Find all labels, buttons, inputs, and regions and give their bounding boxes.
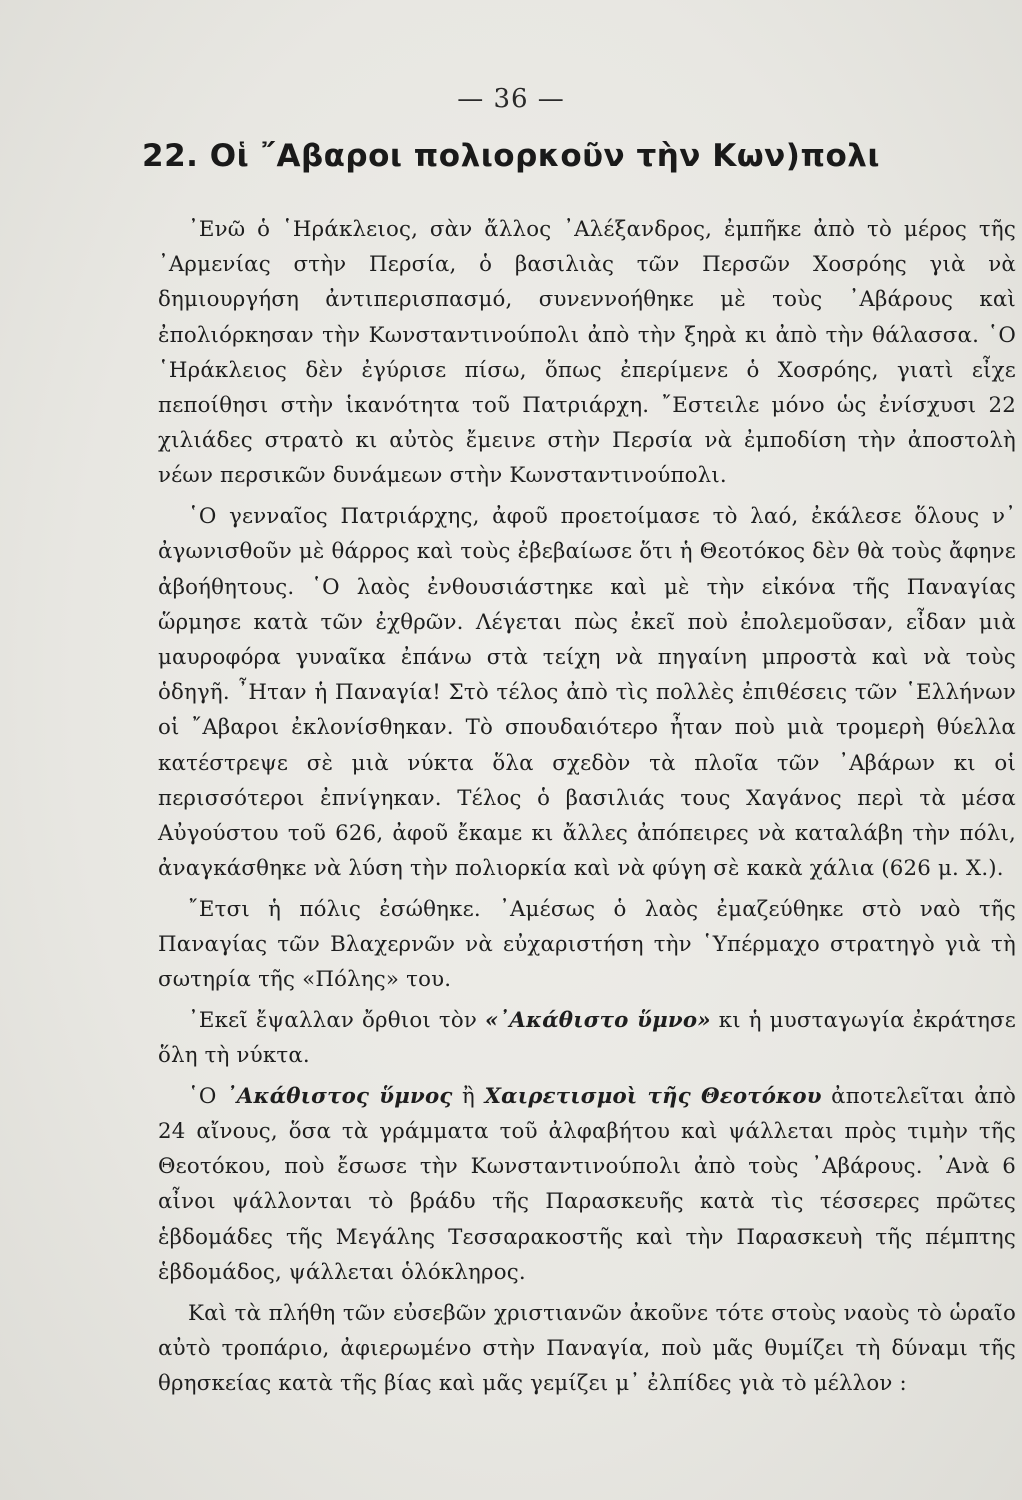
akathist-emphasis: ᾿Ακάθιστος ὕμνος <box>225 1083 453 1109</box>
paragraph-5-mid: ἢ <box>452 1083 485 1109</box>
paragraph-5 <box>158 1079 1016 1290</box>
page-number: — 36 — <box>457 84 565 114</box>
paragraph-2: ῾Ο γενναῖος Πατριάρχης, ἀφοῦ προετοίμασε τὸ λαό, ἐκάλεσε ὅλους ν᾿ ἀγωνισθοῦν μὲ θάρρος καὶ τοὺς ἐβεβαίωσε ὅτι ἡ Θεοτόκος δὲν θὰ τοὺς ἄφηνε ἀβοήθητους. ῾Ο λαὸς ἐνθουσιάστηκε καὶ μὲ τὴν εἰκόνα τῆς Παναγίας ὥρμησε κατὰ τῶν ἐχθρῶν. Λέγεται πὼς ἐκεῖ ποὺ ἐπολεμοῦσαν, εἶδαν μιὰ μαυροφόρα γυναῖκα ἐπάνω στὰ τείχη νὰ πηγαίνη μπροστὰ καὶ νὰ τοὺς ὁδηγῆ. ῏Ηταν ἡ Παναγία! Στὸ τέλος ἀπὸ τὶς πολλὲς ἐπιθέσεις τῶν ῾Ελλήνων οἱ ῎Αβαροι ἐκλονίσθηκαν. Τὸ σπουδαιότερο ἦταν ποὺ μιὰ τρομερὴ θύελλα κατέστρεψε σὲ μιὰ νύκτα ὅλα σχεδὸν τὰ πλοῖα τῶν ᾿Αβάρων κι οἱ περισσότεροι ἐπνίγηκαν. Τέλος ὁ βασιλιάς τους Χαγάνος περὶ τὰ μέσα Αὐγούστου τοῦ 626, ἀφοῦ ἔκαμε κι ἄλλες ἀπόπειρες νὰ καταλάβη τὴν πόλι, ἀναγκάσθηκε νὰ λύση τὴν πολιορκία καὶ νὰ φύγη σὲ κακὰ χάλια (626 μ. Χ.). <box>158 504 1016 882</box>
paragraph-5-pre: ῾Ο <box>188 1083 226 1109</box>
paragraph-4 <box>158 1003 1016 1073</box>
paragraph-6: Καὶ τὰ πλήθη τῶν εὐσεβῶν χριστιανῶν ἀκοῦνε τότε στοὺς ναοὺς τὸ ὡραῖο αὐτὸ τροπάριο, ἀφιερωμένο στὴν Παναγία, ποὺ μᾶς θυμίζει τὴ δύναμι τῆς θρησκείας κατὰ τῆς βίας καὶ μᾶς γεμίζει μ᾿ ἐλπίδες γιὰ τὸ μέλλον : <box>158 1300 1016 1396</box>
paragraph-4-post: κι ἡ μυσταγωγία ἐκράτησε ὅλη τὴ νύκτα. <box>158 1007 1017 1069</box>
body-text <box>158 212 1016 1401</box>
paragraph-3: ῎Ετσι ἡ πόλις ἐσώθηκε. ᾿Αμέσως ὁ λαὸς ἐμαζεύθηκε στὸ ναὸ τῆς Παναγίας τῶν Βλαχερνῶν νὰ εὐχαριστήση τὴν ῾Υπέρμαχο στρατηγὸ γιὰ τὴ σωτηρία τῆς «Πόλης» του. <box>158 896 1016 993</box>
paragraph-5-post: ἀποτελεῖται ἀπὸ 24 αἴνους, ὅσα τὰ γράμματα τοῦ ἀλφαβήτου καὶ ψάλλεται πρὸς τιμὴν τῆς Θεοτόκου, ποὺ ἔσωσε τὴν Κωνσταντινούπολι ἀπὸ τοὺς ᾿Αβάρους. ᾿Ανὰ 6 αἶνοι ψάλλονται τὸ βράδυ τῆς Παρασκευῆς κατὰ τὶς τέσσερες πρῶτες ἑβδομάδες τῆς Μεγάλης Τεσσαρακοστῆς καὶ τὴν Παρασκευὴ τῆς πέμπτης ἑβδομάδος, ψάλλεται ὁλόκληρος. <box>158 1083 1017 1285</box>
akathist-hymn-emphasis: «᾿Ακάθιστο ὕμνο» <box>484 1007 711 1033</box>
paragraph-4-pre: ᾿Εκεῖ ἔψαλλαν ὄρθιοι τὸν <box>188 1007 485 1033</box>
salutations-emphasis: Χαιρετισμοὶ τῆς Θεοτόκου <box>484 1083 822 1109</box>
chapter-title: 22. Οἱ ῎Αβαροι πολιορκοῦν τὴν Κων)πολι <box>142 138 880 174</box>
paragraph-1: ᾿Ενῶ ὁ ῾Ηράκλειος, σὰν ἄλλος ᾿Αλέξανδρος, ἐμπῆκε ἀπὸ τὸ μέρος τῆς ᾿Αρμενίας στὴν Περσία, ὁ βασιλιὰς τῶν Περσῶν Χοσρόης γιὰ νὰ δημιουργήση ἀντιπερισπασμό, συνεννοήθηκε μὲ τοὺς ᾿Αβάρους καὶ ἐπολιόρκησαν τὴν Κωνσταντινούπολι ἀπὸ τὴν ξηρὰ κι ἀπὸ τὴν θάλασσα. ῾Ο ῾Ηράκλειος δὲν ἐγύρισε πίσω, ὅπως ἐπερίμενε ὁ Χοσρόης, γιατὶ εἶχε πεποίθησι στὴν ἱκανότητα τοῦ Πατριάρχη. ῎Εστειλε μόνο ὡς ἐνίσχυσι 22 χιλιάδες στρατὸ κι αὐτὸς ἔμεινε στὴν Περσία νὰ ἐμποδίση τὴν ἀποστολὴ νέων περσικῶν δυνάμεων στὴν Κωνσταντινούπολι. <box>158 217 1016 489</box>
